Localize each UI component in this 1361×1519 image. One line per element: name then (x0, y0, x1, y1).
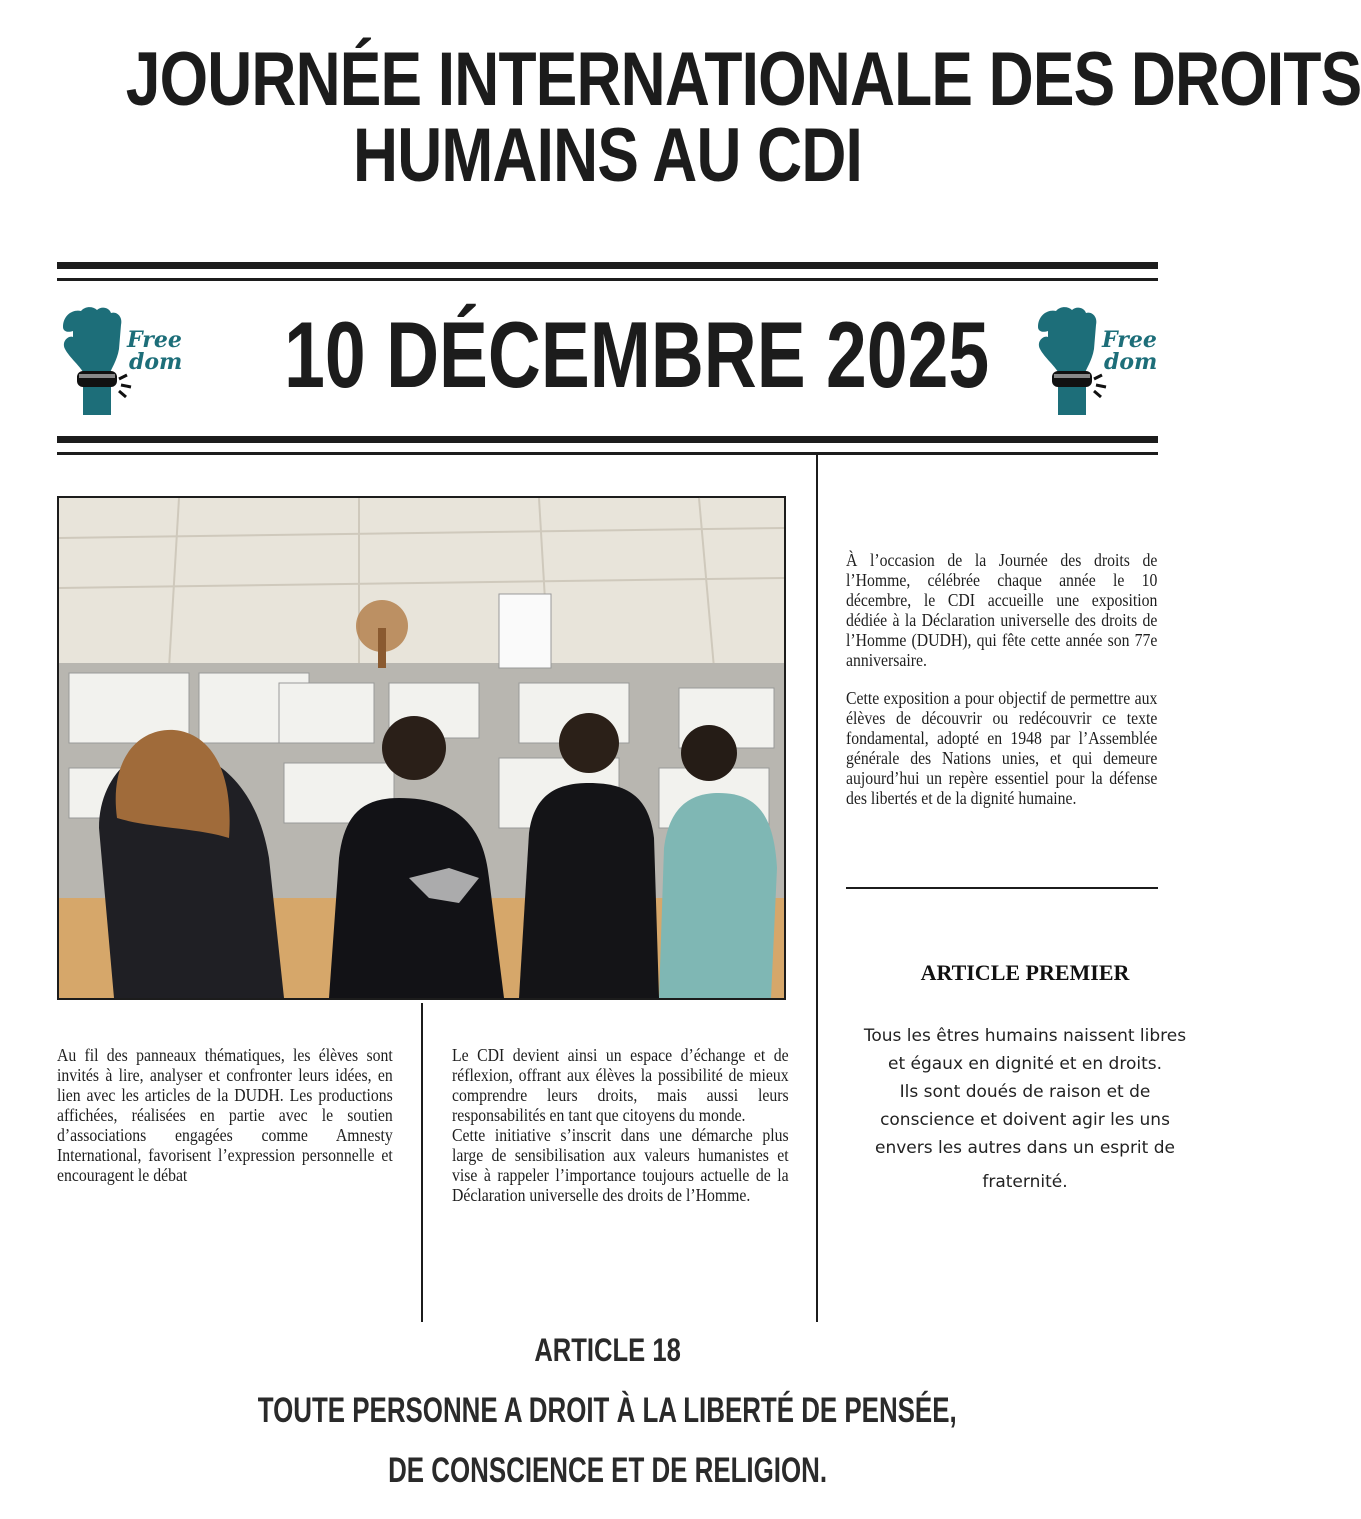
left-column-text (57, 1045, 393, 1185)
column-divider-middle (421, 1003, 423, 1322)
raised-fist-icon (55, 305, 195, 415)
photo-illustration (59, 498, 784, 998)
raised-fist-icon (1030, 305, 1170, 415)
freedom-fist-logo-right (1030, 305, 1170, 415)
bottom-rule-thin (57, 452, 1158, 455)
left-paragraph: Au fil des panneaux thématiques, les élèves sont invités à lire, analyser et confronter leurs idées, en lien avec les articles de la DUDH. Les productions affichées, réalisées en partie avec le soutien d’associations engagées comme Amnesty International, favorisent l’expression personnelle et encouragent le débat (57, 1045, 393, 1185)
article-18-title (0, 1330, 1215, 1370)
column-divider-right (816, 455, 818, 1322)
article-18-line-2 (0, 1449, 1215, 1493)
right-column-text (846, 550, 1157, 808)
middle-paragraph-2: Cette initiative s’inscrit dans une démarche plus large de sensibilisation aux valeurs humanistes et vise à rappeler l’importance toujours actuelle de la Déclaration universelle des droits de l’Homme. (452, 1125, 789, 1205)
article-18-line-2-text: DE CONSCIENCE ET DE RELIGION. (388, 1451, 827, 1490)
title-line-2: HUMAINS AU CDI (353, 113, 862, 198)
page-title (125, 37, 1361, 198)
bottom-rule-thick (57, 436, 1158, 443)
title-line-1: JOURNÉE INTERNATIONALE DES DROITS (125, 37, 1361, 122)
article-premier-line-2: et égaux en dignité et en droits. (887, 1054, 1163, 1074)
exhibition-photo (57, 496, 786, 1000)
event-date: 10 DÉCEMBRE 2025 (284, 302, 990, 407)
top-rule-thin (57, 278, 1158, 281)
article-18-line-1 (0, 1389, 1215, 1433)
article-premier-line-6: fraternité. (982, 1172, 1068, 1192)
logo-text-line-2: dom (129, 349, 183, 375)
article-18-line-1-text: TOUTE PERSONNE A DROIT À LA LIBERTÉ DE PENSÉE, (258, 1391, 957, 1430)
article-premier-line-1: Tous les êtres humains naissent libres (863, 1026, 1187, 1046)
logo-text-line-1: Free (1102, 327, 1157, 353)
article-premier-line-5: envers les autres dans un esprit de (875, 1138, 1175, 1158)
top-rule-thick (57, 262, 1158, 269)
article-premier-text (835, 1022, 1215, 1196)
article-premier-title: ARTICLE PREMIER (920, 960, 1130, 985)
freedom-fist-logo-left (55, 305, 195, 415)
right-paragraph-1: À l’occasion de la Journée des droits de l’Homme, célébrée chaque année le 10 décembre, le CDI accueille une exposition dédiée à la Déclaration universelle des droits de l’Homme (DUDH), qui fête cette année son 77e anniversaire. (846, 550, 1158, 670)
right-paragraph-2: Cette exposition a pour objectif de permettre aux élèves de découvrir ou redécouvrir ce texte fondamental, adopté en 1948 par l’Assemblée générale des Nations unies, et qui demeure aujourd’hui un repère essentiel pour la défense des libertés et de la dignité humaine. (846, 688, 1158, 808)
article-18-title-text: ARTICLE 18 (534, 1332, 681, 1368)
middle-paragraph-1: Le CDI devient ainsi un espace d’échange et de réflexion, offrant aux élèves la possibilité de mieux comprendre leurs droits, mais aussi leurs responsabilités en tant que citoyens du monde. (452, 1045, 789, 1125)
logo-text-line-2: dom (1104, 349, 1158, 375)
article-premier-line-3: Ils sont doués de raison et de (899, 1082, 1151, 1102)
logo-text-line-1: Free (127, 327, 182, 353)
right-column-separator (846, 887, 1158, 889)
article-premier-line-4: conscience et doivent agir les uns (880, 1110, 1170, 1130)
middle-column-text (452, 1045, 789, 1205)
